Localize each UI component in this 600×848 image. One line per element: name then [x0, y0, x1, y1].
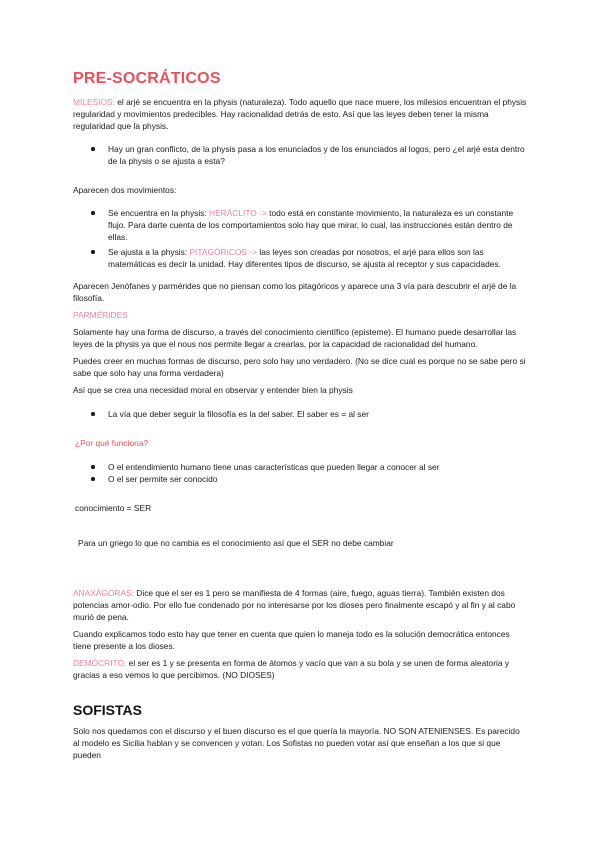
reasons-list	[91, 461, 528, 485]
milesios-text: el arjé se encuentra en la physis (naturaleza). Todo aquello que nace muere, los milesios encuentran el physis regularidad y movimientos predecibles. Hay racionalidad detrás de esto. Así que las leyes deben tener la misma regularidad que la physis.	[73, 97, 527, 131]
movimientos-intro: Aparecen dos movimientos:	[73, 185, 177, 195]
saber-bullet: La vía que deber seguir la filosofía es la del saber. El saber es = al ser	[91, 408, 528, 420]
parmerides-paragraph-1: Solamente hay una forma de discurso, a través del conocimiento científico (episteme). El humano puede desarrollar las leyes de la physis ya que el nous nos permite llegar a crearlas, por la capacidad de racionalidad del humano.	[73, 327, 517, 349]
democrito-term: DEMÓCRITO:	[73, 658, 127, 668]
saber-list	[91, 408, 528, 420]
question-heading: ¿Por qué funciona?	[75, 438, 149, 448]
jenofanes-paragraph: Aparecen Jenófanes y parmérides que no piensan como los pitagóricos y aparece una 3 vía para descubrir el arjé de la filosofía.	[73, 281, 517, 303]
heraclito-term: HERÁCLITO ->	[209, 208, 267, 218]
parmerides-heading: PARMÉRIDES	[73, 310, 128, 320]
pitagoricos-term: PITAGÓRICOS ->	[189, 247, 258, 257]
anaxagoras-paragraph	[73, 587, 528, 623]
milesios-term: MILESIOS:	[73, 97, 115, 107]
movimiento-text: todo está en constante movimiento, la naturaleza es un constante flujo. Para darte cuenta de los comportamientos solo hay que mirar, lo cual, las instrucciones están dentro de ellas.	[108, 208, 514, 242]
democratic-paragraph: Cuando explicamos todo esto hay que tener en cuenta que quien lo maneja todo es la solución democrática entonces tiene presente a los dioses.	[73, 629, 510, 651]
movimiento-text: las leyes son creadas por nosotros, el arjé para ellos son las matemáticas es decir la unidad. Hay diferentes tipos de discurso, se ajusta al receptor y sus capacidades.	[108, 247, 501, 269]
parmerides-paragraph-2: Puedes creer en muchas formas de discurso, pero solo hay uno verdadero. (No se dice cual es porque no se sabe pero si sabe que solo hay una forma verdadera)	[73, 356, 526, 378]
anaxagoras-text: Dice que el ser es 1 pero se manifiesta de 4 formas (aire, fuego, aguas tierra). También existen dos potencias amor-odio. Por ello fue condenado por no interesarse por los dioses pero finalmente escapó y al fin y al cabo murió de pena.	[73, 588, 516, 622]
parmerides-paragraph-3: Así que se crea una necesidad moral en observar y entender bien la physis	[73, 385, 353, 395]
page-title: PRE-SOCRÁTICOS	[73, 70, 221, 87]
movimiento-heraclito	[91, 207, 528, 243]
democrito-text: el ser es 1 y se presenta en forma de átomos y vacío que van a su bola y se unen de forma aleatoria y gracias a eso vemos lo que percibimos. (NO DIOSES)	[73, 658, 510, 680]
milesios-paragraph	[73, 96, 528, 132]
sofistas-heading: SOFISTAS	[73, 702, 142, 718]
movimientos-list	[91, 207, 528, 270]
reason-item: O el entendimiento humano tiene unas características que pueden llegar a conocer al ser	[91, 461, 528, 473]
reason-item: O el ser permite ser conocido	[91, 473, 528, 485]
equation-line: conocimiento = SER	[75, 503, 152, 513]
democrito-paragraph	[73, 657, 528, 681]
conflict-list	[91, 143, 528, 167]
movimiento-pitagoricos	[91, 246, 528, 270]
movimiento-label: Se encuentra en la physis:	[108, 208, 210, 218]
movimiento-label: Se ajusta a la physis:	[108, 247, 190, 257]
anaxagoras-term: ANAXÁGORAS:	[73, 588, 134, 598]
griego-line: Para un griego lo que no cambia es el conocimiento así que el SER no debe cambiar	[78, 538, 394, 548]
conflict-bullet: Hay un gran conflicto, de la physis pasa a los enunciados y de los enunciados al logos, pero ¿el arjé esta dentro de la physis o se ajusta a esta?	[91, 143, 528, 167]
sofistas-paragraph: Solo nos quedamos con el discurso y el buen discurso es el que quería la mayoría. NO SON ATENIENSES. Es parecido al modelo es Sicilia hablan y se convencen y votan. Los Sofistas no pueden votar así que enseñan a los que si que pueden	[73, 726, 520, 760]
